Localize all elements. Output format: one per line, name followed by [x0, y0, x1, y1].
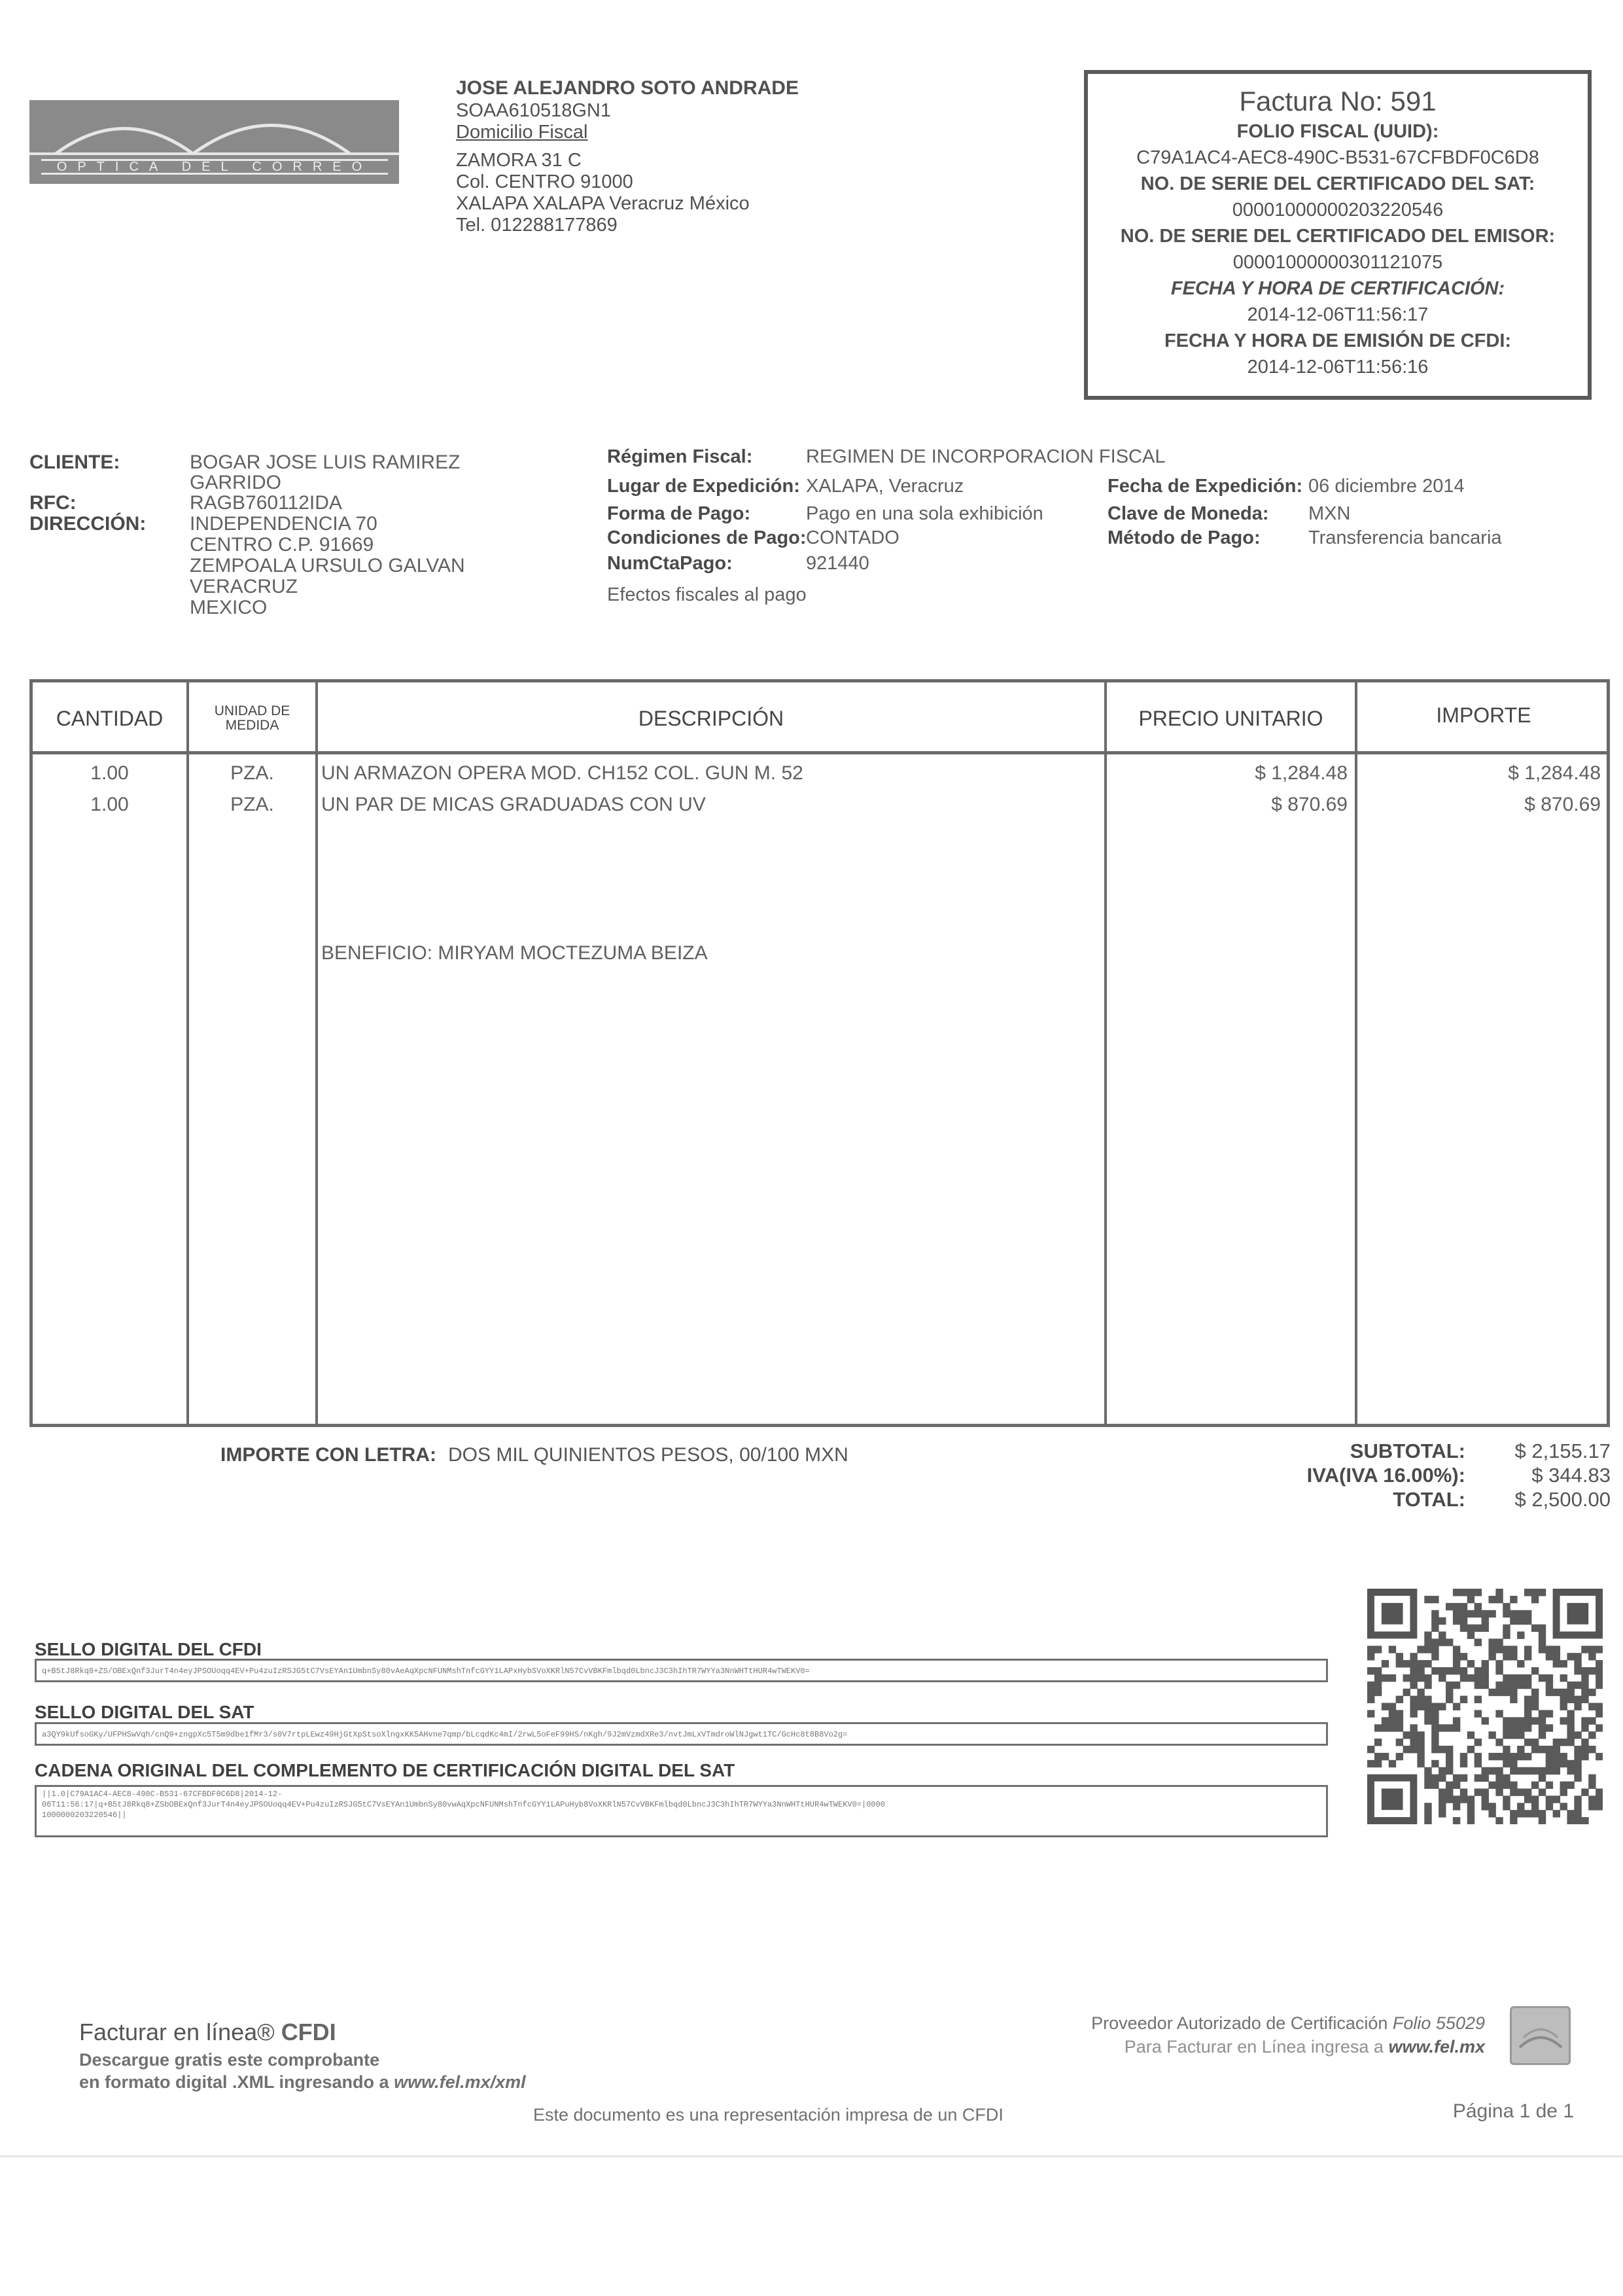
lugar-value: XALAPA, Veracruz — [806, 476, 964, 497]
para-facturar-line — [1040, 2037, 1485, 2057]
descargue-line2 — [79, 2072, 526, 2093]
sello-sat-box: a3QY9kUfsoGKy/UFPHSwVqh/cnQ9+zngpXc5T5m9dbe1fMr3/s0V7rtpLEwz49HjGtXpStsoXlngxKK5AHvne7qmp/bLcqdKc4mI/2rwL5oFeF99HS/nKgh/9J2mVzmdXRe3/nvtJmLxVTmdroWlNJgwt1TC/GcHc8t8B8Vo2g= — [35, 1722, 1328, 1746]
row2-descripcion: UN PAR DE MICAS GRADUADAS CON UV — [321, 794, 706, 815]
importe-letra-value: DOS MIL QUINIENTOS PESOS, 00/100 MXN — [448, 1444, 848, 1466]
total-label: TOTAL: — [1393, 1488, 1465, 1511]
subtotal-value: $ 2,155.17 — [1514, 1439, 1611, 1462]
serie-sat-value: 00001000000203220546 — [1232, 200, 1444, 221]
certificacion-value: 2014-12-06T11:56:17 — [1247, 304, 1429, 325]
descargue-line1: Descargue gratis este comprobante — [79, 2050, 380, 2070]
items-table — [29, 679, 1610, 1427]
total-value: $ 2,500.00 — [1514, 1488, 1611, 1511]
descargue-prefix: en formato digital .XML ingresando a — [79, 2072, 389, 2092]
folio-fiscal-value: C79A1AC4-AEC8-490C-B531-67CFBDF0C6D8 — [1136, 147, 1539, 168]
moneda-value: MXN — [1308, 503, 1351, 524]
direccion-line4: VERACRUZ — [190, 576, 298, 597]
fecha-expedicion-label: Fecha de Expedición: — [1108, 476, 1303, 497]
condiciones-value: CONTADO — [806, 527, 899, 548]
cadena-original-box — [35, 1785, 1328, 1837]
folio-fiscal-label: FOLIO FISCAL (UUID): — [1236, 121, 1439, 142]
issuer-city: XALAPA XALAPA Veracruz México — [456, 193, 750, 214]
facturar-brand-text: Facturar en línea® — [79, 2019, 275, 2045]
iva-value: $ 344.83 — [1531, 1464, 1611, 1487]
factura-number: Factura No: 591 — [1239, 86, 1437, 116]
row1-unidad: PZA. — [230, 762, 274, 784]
numcta-value: 921440 — [806, 553, 869, 574]
proveedor-line — [1040, 2013, 1485, 2034]
page-number: Página 1 de 1 — [1452, 2100, 1574, 2122]
cadena-line2: 06T11:56:17|q+B5tJ8Rkq8+ZSbOBExQnf3JurT4n4eyJPSOUoqq4EV+Pu4zuIzRSJG5tC7VsEYAn1UmbnSy80vwAqXpcNFUNMshTnfcGYY1LAPuHyb8VoXKRlN57CvVBKFmlbqd0LbncJ3C3hIhTR7WYYa3NnWHTtHUR4wTWEKV0=|0000 — [42, 1800, 886, 1809]
fecha-expedicion-value: 06 diciembre 2014 — [1308, 476, 1465, 497]
facturar-cfdi: CFDI — [281, 2019, 336, 2045]
serie-emisor-value: 00001000000301121075 — [1232, 252, 1443, 273]
cadena-original-label: CADENA ORIGINAL DEL COMPLEMENTO DE CERTIFICACIÓN DIGITAL DEL SAT — [35, 1760, 735, 1780]
certificacion-label: FECHA Y HORA DE CERTIFICACIÓN: — [1170, 278, 1505, 299]
importe-letra-label: IMPORTE CON LETRA: — [220, 1444, 436, 1466]
rfc-label: RFC: — [29, 492, 77, 514]
metodo-pago-label: Método de Pago: — [1108, 527, 1261, 548]
emision-value: 2014-12-06T11:56:16 — [1247, 357, 1429, 378]
header-unidad-line2: MEDIDA — [225, 718, 279, 733]
direccion-line5: MEXICO — [190, 597, 268, 618]
cadena-line1: ||1.0|C79A1AC4-AEC8-490C-B531-67CFBDF0C6D8|2014-12- — [42, 1790, 283, 1799]
numcta-label: NumCtaPago: — [607, 553, 733, 574]
row1-importe: $ 1,284.48 — [1508, 762, 1601, 784]
row1-descripcion: UN ARMAZON OPERA MOD. CH152 COL. GUN M. 52 — [321, 762, 803, 784]
row2-importe: $ 870.69 — [1524, 794, 1601, 815]
header-unidad — [189, 682, 315, 754]
efectos-fiscales: Efectos fiscales al pago — [607, 584, 807, 605]
cliente-name-line2: GARRIDO — [190, 472, 282, 493]
issuer-name: JOSE ALEJANDRO SOTO ANDRADE — [456, 77, 799, 99]
regimen-value: REGIMEN DE INCORPORACION FISCAL — [806, 446, 1166, 467]
row1-precio: $ 1,284.48 — [1255, 762, 1348, 784]
condiciones-label: Condiciones de Pago: — [607, 527, 807, 548]
para-prefix: Para Facturar en Línea ingresa a — [1124, 2037, 1384, 2057]
moneda-label: Clave de Moneda: — [1108, 503, 1269, 524]
iva-label: IVA(IVA 16.00%): — [1306, 1464, 1465, 1487]
issuer-domicilio-label: Domicilio Fiscal — [456, 122, 588, 143]
header-cantidad: CANTIDAD — [56, 706, 164, 730]
lugar-label: Lugar de Expedición: — [607, 476, 800, 497]
cadena-line3: 1000000203220546|| — [42, 1810, 127, 1820]
bottom-rule — [0, 2155, 1623, 2157]
direccion-line1: INDEPENDENCIA 70 — [190, 513, 377, 535]
para-link[interactable]: www.fel.mx — [1388, 2037, 1485, 2057]
direccion-line3: ZEMPOALA URSULO GALVAN — [190, 555, 465, 576]
sello-cfdi-label: SELLO DIGITAL DEL CFDI — [35, 1639, 262, 1659]
serie-sat-label: NO. DE SERIE DEL CERTIFICADO DEL SAT: — [1140, 173, 1535, 194]
company-logo — [29, 100, 399, 184]
descargue-link[interactable]: www.fel.mx/xml — [394, 2072, 526, 2092]
cliente-label: CLIENTE: — [29, 451, 120, 473]
row1-cantidad: 1.00 — [90, 762, 129, 784]
forma-pago-label: Forma de Pago: — [607, 503, 751, 524]
cliente-rfc: RAGB760112IDA — [190, 492, 342, 514]
logo-text: OPTICA DEL CORREO — [41, 159, 388, 175]
qr-code-icon — [1367, 1589, 1603, 1824]
issuer-street: ZAMORA 31 C — [456, 150, 582, 171]
emision-label: FECHA Y HORA DE EMISIÓN DE CFDI: — [1164, 330, 1512, 351]
header-importe: IMPORTE — [1436, 703, 1531, 727]
regimen-label: Régimen Fiscal: — [607, 446, 753, 467]
header-unidad-line1: UNIDAD DE — [214, 703, 290, 718]
row2-precio: $ 870.69 — [1271, 794, 1348, 815]
proveedor-prefix: Proveedor Autorizado de Certificación — [1091, 2013, 1388, 2033]
facturar-brand — [79, 2019, 336, 2046]
factura-info-box — [1084, 70, 1592, 400]
direccion-line2: CENTRO C.P. 91669 — [190, 534, 374, 556]
header-descripcion: DESCRIPCIÓN — [638, 706, 784, 730]
sello-cfdi-box: q+B5tJ8Rkq8+ZS/OBExQnf3JurT4n4eyJPSOUoqq4EV+Pu4zuIzRSJG5tC7VsEYAn1UmbnSy80vAeAqXpcNFUNMshTnfcGYY1LAPxHybSVoXKRlN57CvVBKFmlbqd0LbncJ3C3hIhTR7WYYa3NnWHTtHUR4wTWEKV0= — [35, 1659, 1328, 1682]
subtotal-label: SUBTOTAL: — [1350, 1439, 1465, 1462]
serie-emisor-label: NO. DE SERIE DEL CERTIFICADO DEL EMISOR: — [1120, 226, 1556, 247]
issuer-phone: Tel. 012288177869 — [456, 215, 618, 236]
metodo-pago-value: Transferencia bancaria — [1308, 527, 1502, 548]
beneficio-note: BENEFICIO: MIRYAM MOCTEZUMA BEIZA — [321, 942, 708, 964]
issuer-colonia: Col. CENTRO 91000 — [456, 171, 633, 192]
direccion-label: DIRECCIÓN: — [29, 513, 147, 535]
forma-pago-value: Pago en una sola exhibición — [806, 503, 1043, 524]
sat-seal-icon — [1510, 2006, 1571, 2065]
cliente-name-line1: BOGAR JOSE LUIS RAMIREZ — [190, 451, 461, 473]
header-precio: PRECIO UNITARIO — [1138, 706, 1323, 730]
representacion-impresa: Este documento es una representación impresa de un CFDI — [533, 2105, 1003, 2125]
proveedor-folio: Folio 55029 — [1392, 2013, 1485, 2033]
issuer-rfc: SOAA610518GN1 — [456, 100, 611, 121]
sello-sat-label: SELLO DIGITAL DEL SAT — [35, 1702, 254, 1722]
row2-unidad: PZA. — [230, 794, 274, 815]
row2-cantidad: 1.00 — [90, 794, 129, 815]
